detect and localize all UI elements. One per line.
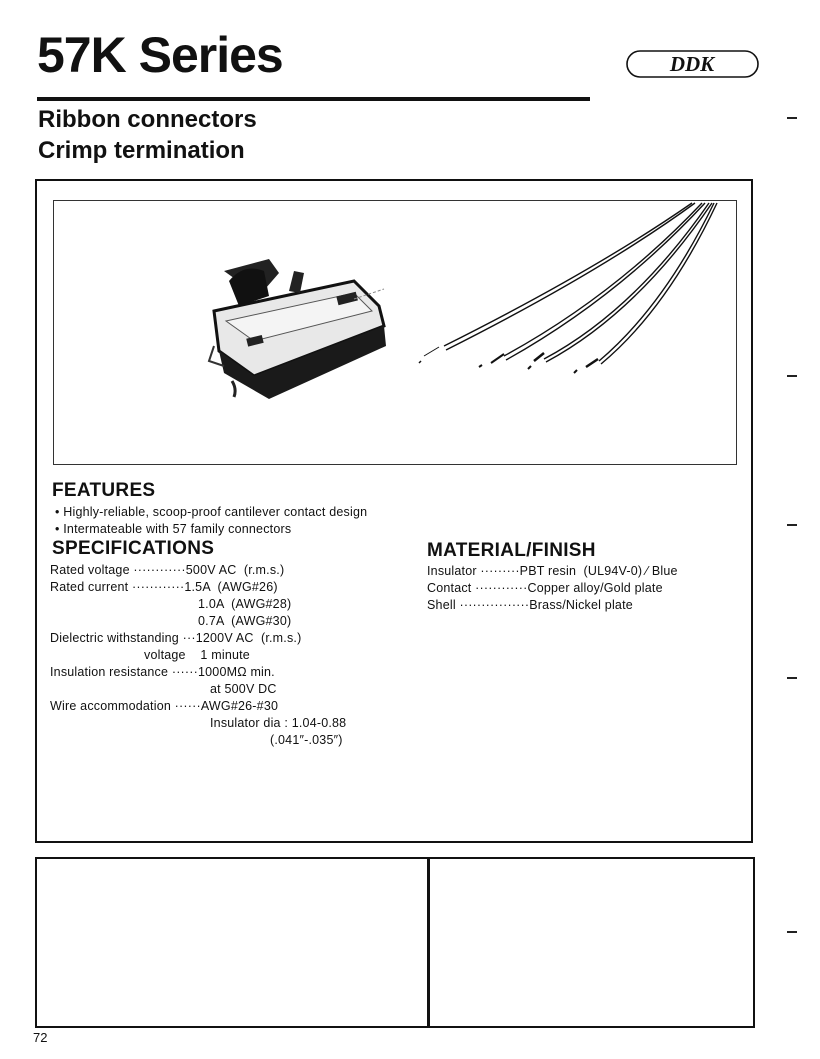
- bottom-right-box: [428, 857, 755, 1028]
- product-photo: [53, 200, 737, 465]
- spec-dielectric-withstanding: Dielectric withstanding ···1200V AC (r.m.s.): [50, 631, 302, 645]
- margin-mark: [787, 931, 797, 933]
- connector-image: [209, 259, 386, 399]
- logo-text: DDK: [669, 52, 715, 76]
- spec-insulation-at: at 500V DC: [210, 682, 277, 696]
- margin-mark: [787, 677, 797, 679]
- spec-insulation-resistance: Insulation resistance ······1000MΩ min.: [50, 665, 275, 679]
- subtitle-ribbon-connectors: Ribbon connectors: [38, 106, 257, 133]
- feature-item: • Intermateable with 57 family connectors: [55, 522, 292, 536]
- material-shell: Shell ················Brass/Nickel plate: [427, 598, 633, 612]
- margin-mark: [787, 117, 797, 119]
- spec-rated-current: Rated current ············1.5A (AWG#26): [50, 580, 278, 594]
- title-underline: [37, 97, 590, 101]
- material-insulator: Insulator ·········PBT resin (UL94V-0) ⁄ Blue: [427, 564, 678, 578]
- spec-wire-accommodation: Wire accommodation ······AWG#26-#30: [50, 699, 279, 713]
- material-contact: Contact ············Copper alloy/Gold plate: [427, 581, 663, 595]
- subtitle-crimp-termination: Crimp termination: [38, 137, 245, 164]
- page-title: 57K Series: [37, 27, 283, 83]
- spec-dielectric-voltage: voltage 1 minute: [144, 648, 250, 662]
- spec-rated-current-awg30: 0.7A (AWG#30): [198, 614, 292, 628]
- feature-item: • Highly-reliable, scoop-proof cantilever contact design: [55, 505, 368, 519]
- spec-insulator-dia: Insulator dia : 1.04-0.88: [210, 716, 347, 730]
- margin-mark: [787, 524, 797, 526]
- spec-rated-voltage: Rated voltage ············500V AC (r.m.s.): [50, 563, 285, 577]
- material-finish-heading: MATERIAL/FINISH: [427, 540, 596, 561]
- page-number: 72: [33, 1030, 48, 1045]
- specifications-heading: SPECIFICATIONS: [52, 538, 215, 559]
- bottom-left-box: [35, 857, 429, 1028]
- spec-rated-current-awg28: 1.0A (AWG#28): [198, 597, 292, 611]
- crimp-contacts-image: [419, 203, 717, 373]
- spec-insulator-dia-inch: (.041″-.035″): [270, 733, 343, 747]
- features-heading: FEATURES: [52, 480, 156, 501]
- margin-mark: [787, 375, 797, 377]
- ddk-logo: [626, 49, 759, 79]
